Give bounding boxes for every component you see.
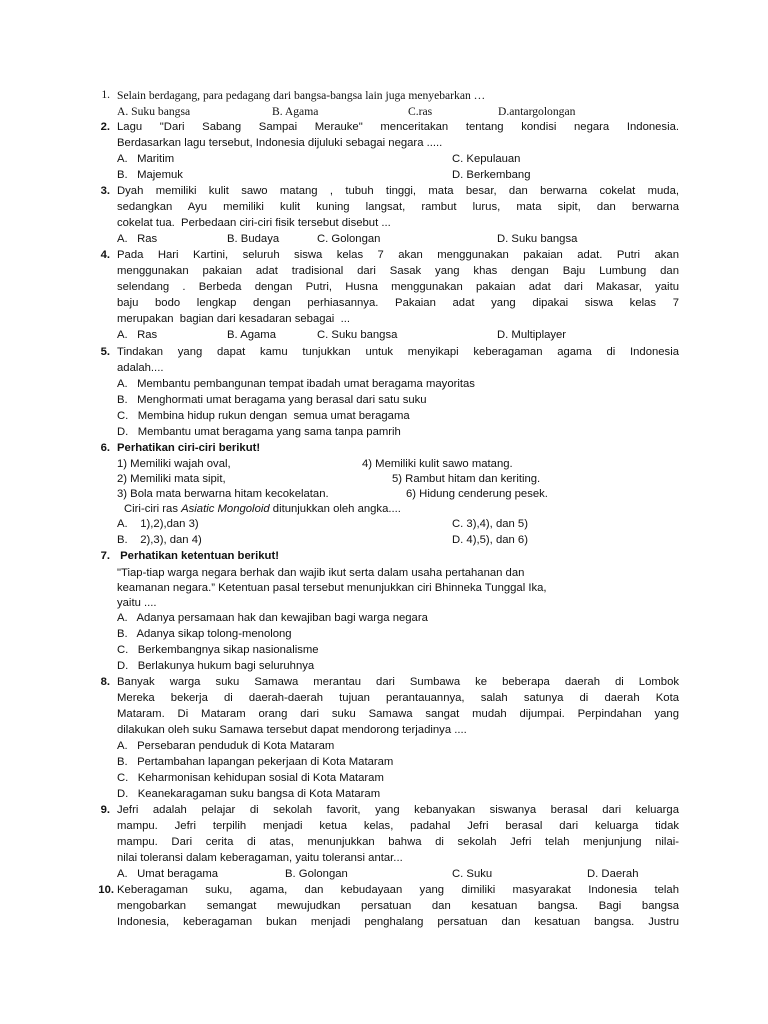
question-6-item-3: 3) Bola mata berwarna hitam kecokelatan.: [117, 488, 329, 500]
question-5-option-a: A. Membantu pembangunan tempat ibadah umat beragama mayoritas: [117, 378, 475, 390]
question-5-option-c: C. Membina hidup rukun dengan semua umat beragama: [117, 410, 410, 422]
question-1-number: 1.: [101, 89, 110, 101]
question-9-option-b: B. Golongan: [285, 868, 348, 880]
question-6-prompt-italic: Asiatic Mongoloid: [181, 503, 270, 515]
question-6-number: 6.: [100, 442, 110, 454]
question-1-option-d: D.antargolongan: [498, 105, 576, 118]
question-4-text-line-4: baju bodo lengkap dengan perhiasannya. Pakaian adat yang dipakai siswa kelas 7: [117, 297, 679, 309]
question-7-option-b: B. Adanya sikap tolong-menolong: [117, 628, 292, 640]
question-4-text-line-1: Pada Hari Kartini, seluruh siswa kelas 7 akan menggunakan pakaian adat. Putri akan: [117, 249, 679, 261]
question-9-number: 9.: [100, 804, 110, 816]
question-3-number: 3.: [100, 185, 110, 197]
question-6-item-1: 1) Memiliki wajah oval,: [117, 458, 231, 470]
question-5-option-d: D. Membantu umat beragama yang sama tanpa pamrih: [117, 426, 401, 438]
question-10-text-line-3: Indonesia, keberagaman bukan menjadi penghalang persatuan dan kesatuan bangsa. Justru: [117, 916, 679, 928]
question-3-option-a: A. Ras: [117, 233, 158, 245]
question-3-option-b: B. Budaya: [227, 233, 280, 245]
question-7-option-a: A. Adanya persamaan hak dan kewajiban bagi warga negara: [117, 612, 428, 624]
question-2-text-line-1: Lagu "Dari Sabang Sampai Merauke" menceritakan tentang kondisi negara Indonesia.: [117, 121, 679, 133]
question-3-text-line-3: cokelat tua. Perbedaan ciri-ciri fisik tersebut disebut ...: [117, 217, 391, 229]
question-3-option-d: D. Suku bangsa: [497, 233, 578, 245]
question-7-heading: Perhatikan ketentuan berikut!: [117, 550, 279, 562]
question-4-number: 4.: [100, 249, 110, 261]
question-7-text-line-3: yaitu ....: [117, 597, 157, 609]
question-6-item-5: 5) Rambut hitam dan keriting.: [392, 473, 541, 485]
question-9-option-c: C. Suku: [452, 868, 493, 880]
question-6-item-6: 6) Hidung cenderung pesek.: [406, 488, 548, 500]
question-7-text-line-2: keamanan negara.” Ketentuan pasal tersebut menunjukkan ciri Bhinneka Tunggal Ika,: [117, 582, 547, 594]
question-6-item-4: 4) Memiliki kulit sawo matang.: [362, 458, 513, 470]
question-6-option-b: B. 2),3), dan 4): [117, 534, 202, 546]
question-9-text-line-1: Jefri adalah pelajar di sekolah favorit, yang kebanyakan siswanya berasal dari keluarga: [117, 804, 679, 816]
question-8-option-d: D. Keanekaragaman suku bangsa di Kota Mataram: [117, 788, 381, 800]
question-1-option-a: A. Suku bangsa: [117, 105, 191, 118]
question-8-text-line-2: Mereka bekerja di daerah-daerah tujuan perantauannya, salah satunya di daerah Kota: [117, 692, 679, 704]
question-8-option-a: A. Persebaran penduduk di Kota Mataram: [117, 740, 335, 752]
question-5-number: 5.: [100, 346, 110, 358]
question-2-option-d: D. Berkembang: [452, 169, 531, 181]
question-7-text-line-1: "Tiap-tiap warga negara berhak dan wajib ikut serta dalam usaha pertahanan dan: [117, 567, 525, 579]
question-9-text-line-4: nilai toleransi dalam keberagaman, yaitu toleransi antar...: [117, 852, 403, 864]
question-4-option-a: A. Ras: [117, 329, 158, 341]
question-9-option-a: A. Umat beragama: [117, 868, 219, 880]
question-6-heading: Perhatikan ciri-ciri berikut!: [117, 442, 261, 454]
question-8-option-b: B. Pertambahan lapangan pekerjaan di Kota Mataram: [117, 756, 394, 768]
question-2-option-a: A. Maritim: [117, 153, 175, 165]
question-8-text-line-1: Banyak warga suku Samawa merantau dari Sumbawa ke beberapa daerah di Lombok: [117, 676, 679, 688]
question-2-option-b: B. Majemuk: [117, 169, 183, 181]
question-5-text-line-1: Tindakan yang dapat kamu tunjukkan untuk menyikapi keberagaman agama di Indonesia: [117, 346, 679, 358]
question-7-option-d: D. Berlakunya hukum bagi seluruhnya: [117, 660, 315, 672]
question-6-prompt: [124, 502, 401, 518]
question-9-option-d: D. Daerah: [587, 868, 639, 880]
question-2-option-c: C. Kepulauan: [452, 153, 521, 165]
question-6-option-a: A. 1),2),dan 3): [117, 518, 199, 530]
question-7-option-c: C. Berkembangnya sikap nasionalisme: [117, 644, 319, 656]
question-8-option-c: C. Keharmonisan kehidupan sosial di Kota Mataram: [117, 772, 384, 784]
question-6-item-2: 2) Memiliki mata sipit,: [117, 473, 226, 485]
question-9-text-line-3: mampu. Dari cerita di atas, menunjukkan bahwa di sekolah Jefri telah menjunjung nilai-: [117, 836, 679, 848]
question-3-option-c: C. Golongan: [317, 233, 381, 245]
question-4-option-d: D. Multiplayer: [497, 329, 567, 341]
question-4-text-line-2: menggunakan pakaian adat tradisional dari Sasak yang khas dengan Baju Lumbung dan: [117, 265, 679, 277]
question-6-prompt-pre: Ciri-ciri ras: [124, 503, 182, 515]
question-2-text-line-2: Berdasarkan lagu tersebut, Indonesia dijuluki sebagai negara .....: [117, 137, 443, 149]
question-6-option-d: D. 4),5), dan 6): [452, 534, 528, 546]
question-3-text-line-2: sedangkan Ayu memiliki kulit kuning langsat, rambut lurus, mata sipit, dan berwarna: [117, 201, 679, 213]
question-10-number: 10.: [98, 884, 114, 896]
question-4-option-b: B. Agama: [227, 329, 276, 341]
question-6-option-c: C. 3),4), dan 5): [452, 518, 528, 530]
question-5-text-line-2: adalah....: [117, 362, 164, 374]
question-1-option-c: C.ras: [408, 105, 433, 118]
question-10-text-line-1: Keberagaman suku, agama, dan kebudayaan yang dimiliki masyarakat Indonesia telah: [117, 884, 679, 896]
question-4-option-c: C. Suku bangsa: [317, 329, 398, 341]
question-2-number: 2.: [100, 121, 110, 133]
question-8-number: 8.: [100, 676, 110, 688]
question-7-number: 7.: [100, 550, 110, 562]
question-1-option-b: B. Agama: [272, 105, 319, 118]
question-5-option-b: B. Menghormati umat beragama yang berasal dari satu suku: [117, 394, 427, 406]
question-8-text-line-3: Mataram. Di Mataram orang dari suku Samawa sangat mudah dijumpai. Perpindahan yang: [117, 708, 679, 720]
question-8-text-line-4: dilakukan oleh suku Samawa tersebut dapat mendorong terjadinya ....: [117, 724, 467, 736]
question-10-text-line-2: mengobarkan semangat mewujudkan persatuan dan kesatuan bangsa. Bagi bangsa: [117, 900, 679, 912]
question-4-text-line-5: merupakan bagian dari kesadaran sebagai ...: [117, 313, 350, 325]
question-9-text-line-2: mampu. Jefri terpilih menjadi ketua kelas, padahal Jefri berasal dari keluarga tidak: [117, 820, 679, 832]
question-3-text-line-1: Dyah memiliki kulit sawo matang , tubuh tinggi, mata besar, dan berwarna cokelat muda,: [117, 185, 679, 197]
question-4-text-line-3: selendang . Berbeda dengan Putri, Husna menggunakan pakaian adat dari Makasar, yaitu: [117, 281, 679, 293]
question-1-text: Selain berdagang, para pedagang dari bangsa-bangsa lain juga menyebarkan …: [117, 89, 486, 102]
question-6-prompt-post: ditunjukkan oleh angka....: [269, 503, 401, 515]
